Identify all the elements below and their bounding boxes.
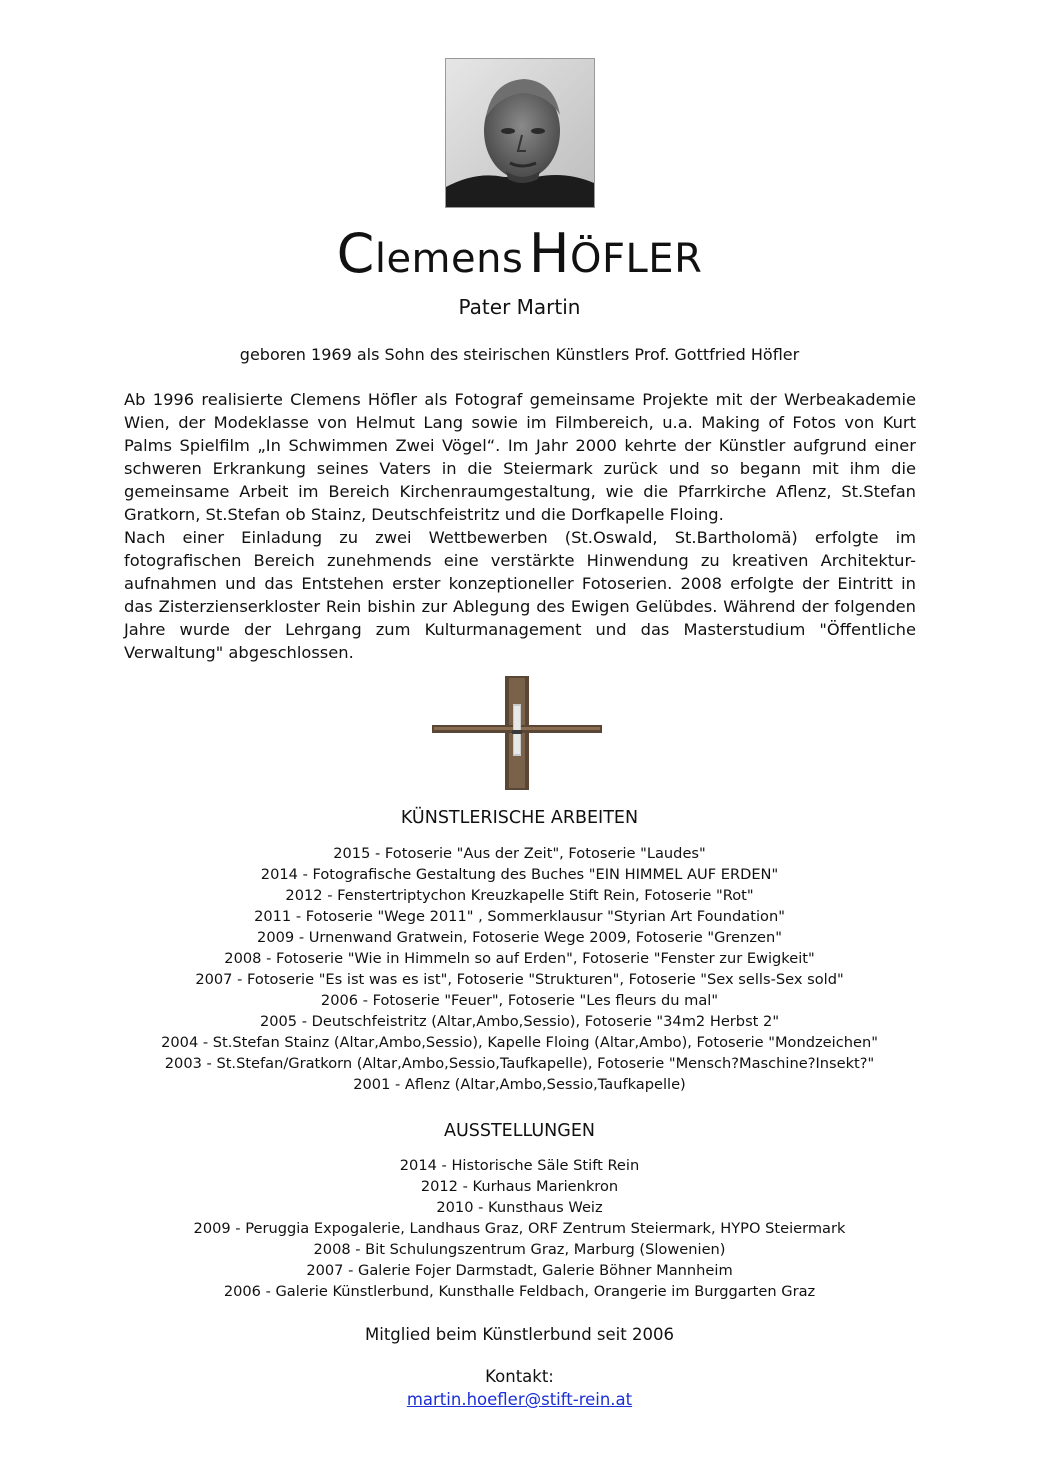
birth-line: geboren 1969 als Sohn des steirischen Künstlers Prof. Gottfried Höfler <box>239 345 800 364</box>
list-item: 2011 - Fotoserie "Wege 2011" , Sommerklausur "Styrian Art Foundation" <box>254 908 785 925</box>
list-item: 2005 - Deutschfeistritz (Altar,Ambo,Sessio), Fotoserie "34m2 Herbst 2" <box>259 1013 780 1030</box>
list-item: 2012 - Kurhaus Marienkron <box>420 1178 619 1195</box>
cross-artwork <box>432 676 602 790</box>
list-item: 2001 - Aflenz (Altar,Ambo,Sessio,Taufkapelle) <box>353 1076 686 1093</box>
list-item: 2004 - St.Stefan Stainz (Altar,Ambo,Sessio), Kapelle Floing (Altar,Ambo), Fotoserie "Mondzeichen" <box>161 1034 878 1051</box>
list-item: 2006 - Galerie Künstlerbund, Kunsthalle Feldbach, Orangerie im Burggarten Graz <box>223 1283 816 1300</box>
exhibitions-list <box>0 1155 1039 1302</box>
contact-email-link[interactable]: martin.hoefler@stift-rein.at <box>406 1390 633 1409</box>
works-list <box>0 843 1039 1095</box>
list-item: 2014 - Historische Säle Stift Rein <box>399 1157 640 1174</box>
list-item: 2007 - Galerie Fojer Darmstadt, Galerie Böhner Mannheim <box>306 1262 733 1279</box>
list-item: 2012 - Fenstertriptychon Kreuzkapelle Stift Rein, Fotoserie "Rot" <box>285 887 754 904</box>
page-subtitle: Pater Martin <box>458 295 581 319</box>
list-item: 2014 - Fotografische Gestaltung des Buches "EIN HIMMEL AUF ERDEN" <box>260 866 779 883</box>
contact-email-line <box>0 1390 1039 1409</box>
contact-label: Kontakt: <box>485 1367 554 1386</box>
works-heading: KÜNSTLERISCHE ARBEITEN <box>400 808 639 828</box>
list-item: 2010 - Kunsthaus Weiz <box>436 1199 603 1216</box>
bio-paragraph-1: Ab 1996 realisierte Clemens Höfler als Fotograf gemeinsame Projekte mit der Werbeakademie Wien, der Modeklasse von Helmut Lang sowie im Filmbereich, u.a. Making of Fotos von Kurt Palms Spielfilm „In Schwimmen Zwei Vögel“. Im Jahr 2000 kehrte der Künstler aufgrund einer schweren Erkrankung seines Vaters in die Steiermark zurück und so begann mit ihm die gemeinsame Arbeit im Bereich Kirchenraumgestaltung, wie die Pfarrkirche Aflenz, St.Stefan Gratkorn, St.Stefan ob Stainz, Deutschfeistritz und die Dorfkapelle Floing. <box>124 390 916 524</box>
exhibitions-heading: AUSSTELLUNGEN <box>444 1121 595 1141</box>
list-item: 2008 - Bit Schulungszentrum Graz, Marburg (Slowenien) <box>313 1241 726 1258</box>
list-item: 2009 - Urnenwand Gratwein, Fotoserie Wege 2009, Fotoserie "Grenzen" <box>257 929 782 946</box>
biography <box>124 388 916 664</box>
list-item: 2015 - Fotoserie "Aus der Zeit", Fotoserie "Laudes" <box>333 845 706 862</box>
bio-paragraph-2: Nach einer Einladung zu zwei Wettbewerben (St.Oswald, St.Bartholomä) erfolgte im fotografischen Bereich zunehmends eine verstärkte Hinwendung zu kreativen Architektur-aufnahmen und das Entstehen erster konzeptioneller Fotoserien. 2008 erfolgte der Eintritt in das Zisterzienserkloster Rein bishin zur Ablegung des Ewigen Gelübdes. Während der folgenden Jahre wurde der Lehrgang zum Kulturmanagement und das Masterstudium "Öffentliche Verwaltung" abgeschlossen. <box>124 528 916 662</box>
list-item: 2007 - Fotoserie "Es ist was es ist", Fotoserie "Strukturen", Fotoserie "Sex sells-Sex sold" <box>195 971 844 988</box>
list-item: 2009 - Peruggia Expogalerie, Landhaus Graz, ORF Zentrum Steiermark, HYPO Steiermark <box>193 1220 846 1237</box>
list-item: 2003 - St.Stefan/Gratkorn (Altar,Ambo,Sessio,Taufkapelle), Fotoserie "Mensch?Maschine?Insekt?" <box>164 1055 875 1072</box>
portrait-photo <box>445 58 595 208</box>
list-item: 2006 - Fotoserie "Feuer", Fotoserie "Les fleurs du mal" <box>320 992 719 1009</box>
page-title: Clemens HÖFLER <box>336 222 703 285</box>
list-item: 2008 - Fotoserie "Wie in Himmeln so auf Erden", Fotoserie "Fenster zur Ewigkeit" <box>224 950 815 967</box>
membership-line: Mitglied beim Künstlerbund seit 2006 <box>365 1325 674 1344</box>
